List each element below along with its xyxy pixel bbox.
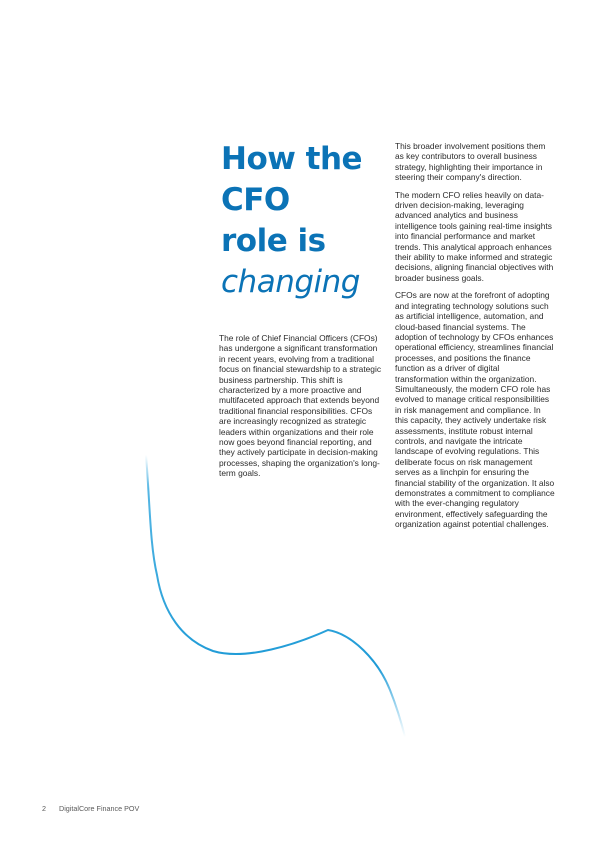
title-line-4-italic: changing (221, 264, 360, 300)
body-paragraph: CFOs are now at the forefront of adopting and integrating technology solutions such as artificial intelligence, automation, and cloud-based financial systems. The adoption of technology by CFOs enhances operational efficiency, streamlines financial processes, and positions the finance function as a driver of digital transformation within the organization. Simultaneously, the modern CFO role has evolved to manage critical responsibilities in risk management and compliance. In this capacity, they actively undertake risk assessments, institute robust internal controls, and navigate the intricate landscape of evolving regulations. This deliberate focus on risk management serves as a linchpin for ensuring the financial stability of the organization. It also demonstrates a commitment to compliance with the ever-changing regulatory environment, effectively safeguarding the organization against potential challenges. (395, 290, 555, 530)
title-line-1: How the (221, 141, 363, 177)
decorative-curve-path (146, 455, 405, 737)
footer-doc-title: DigitalCore Finance POV (59, 804, 140, 813)
right-text-column (395, 141, 555, 537)
title-line-2: CFO (221, 182, 290, 218)
page-number: 2 (42, 804, 46, 813)
title-line-3: role is (221, 223, 326, 259)
page-footer (42, 804, 139, 813)
body-paragraph: This broader involvement positions them as key contributors to overall business strategy, highlighting their importance in steering their company's direction. (395, 141, 546, 183)
page-title (221, 139, 386, 303)
intro-paragraph: The role of Chief Financial Officers (CFOs) has undergone a significant transformation in recent years, evolving from a traditional focus on financial stewardship to a strategic business partnership. This shift is characterized by a more proactive and multifaceted approach that extends beyond traditional financial responsibilities. CFOs are increasingly recognized as strategic leaders within organizations and their role now goes beyond financial reporting, and they actively participate in decision-making processes, shaping the organization's long-term goals. (219, 333, 382, 479)
body-paragraph: The modern CFO relies heavily on data-driven decision-making, leveraging advanced analytics and business intelligence tools gaining real-time insights into financial performance and market trends. This analytical approach enhances their ability to make informed and strategic decisions, aligning financial objectives with broader business goals. (395, 189, 554, 283)
